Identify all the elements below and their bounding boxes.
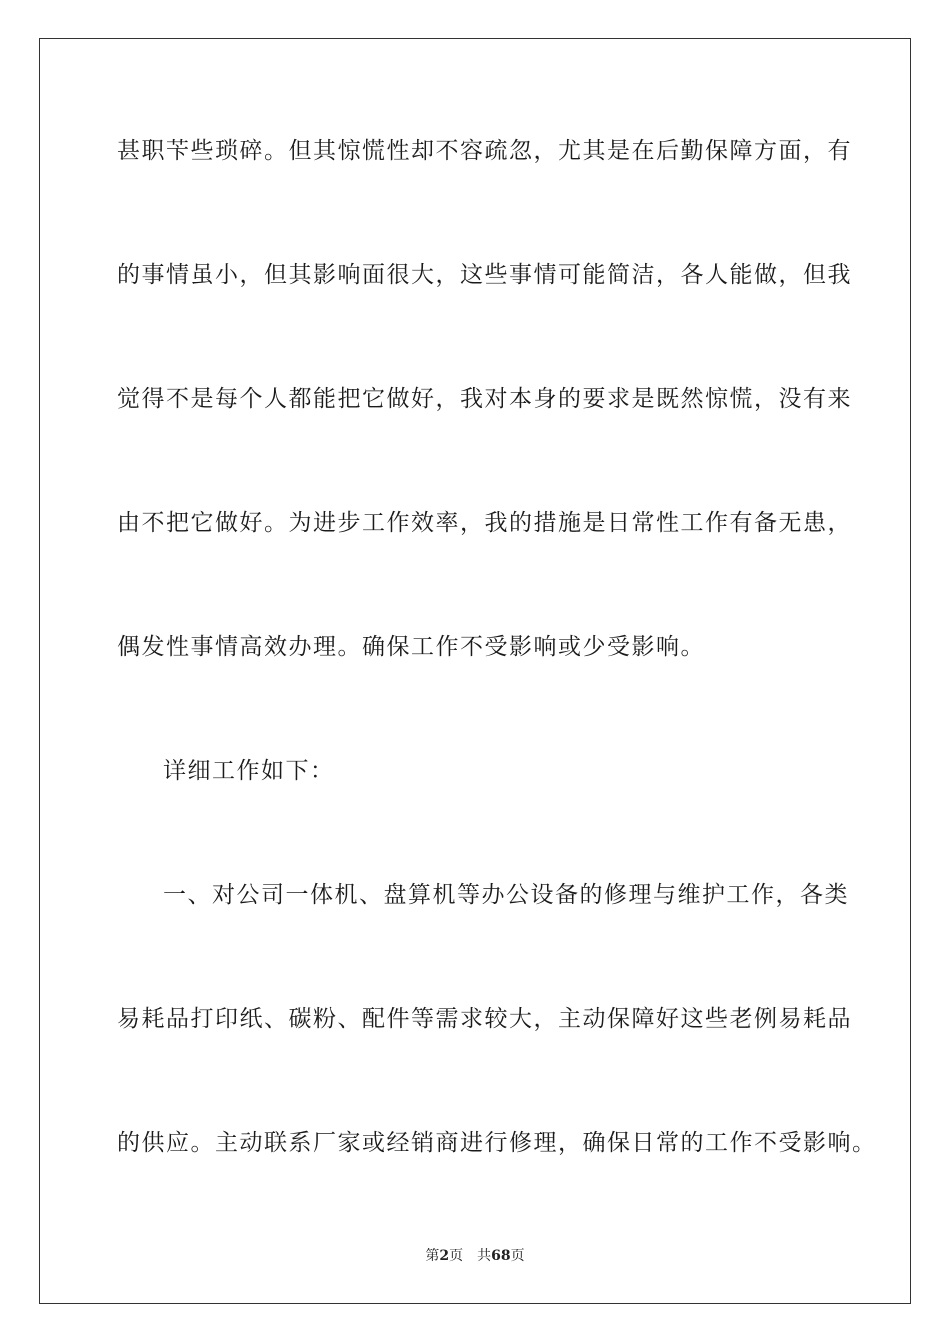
total-suffix: 页 <box>510 1248 525 1264</box>
page-suffix: 页 <box>449 1248 464 1264</box>
total-prefix: 共 <box>477 1248 492 1264</box>
paragraph-line-1: 甚职苄些琐碎。但其惊慌性却不容疏忽，尤其是在后勤保障方面，有 <box>117 138 852 164</box>
paragraph-line-4: 由不把它做好。为进步工作效率，我的措施是日常性工作有备无患， <box>117 510 852 536</box>
page-border <box>39 38 911 1304</box>
section-intro-line: 详细工作如下： <box>163 758 335 784</box>
page-number: 2 <box>439 1248 450 1264</box>
paragraph-line-2: 的事情虽小，但其影响面很大，这些事情可能简洁，各人能做，但我 <box>117 262 852 288</box>
page-footer <box>0 1246 950 1266</box>
list-item-1-line-2: 易耗品打印纸、碳粉、配件等需求较大，主动保障好这些老例易耗品 <box>117 1006 852 1032</box>
page-prefix: 第 <box>425 1248 440 1264</box>
list-item-1-line-3: 的供应。主动联系厂家或经销商进行修理，确保日常的工作不受影响。 <box>117 1130 877 1156</box>
paragraph-line-5: 偶发性事情高效办理。确保工作不受影响或少受影响。 <box>117 634 705 660</box>
list-item-1-line-1: 一、对公司一体机、盘算机等办公设备的修理与维护工作，各类 <box>163 882 849 908</box>
paragraph-line-3: 觉得不是每个人都能把它做好，我对本身的要求是既然惊慌，没有来 <box>117 386 852 412</box>
total-pages: 68 <box>491 1248 511 1264</box>
